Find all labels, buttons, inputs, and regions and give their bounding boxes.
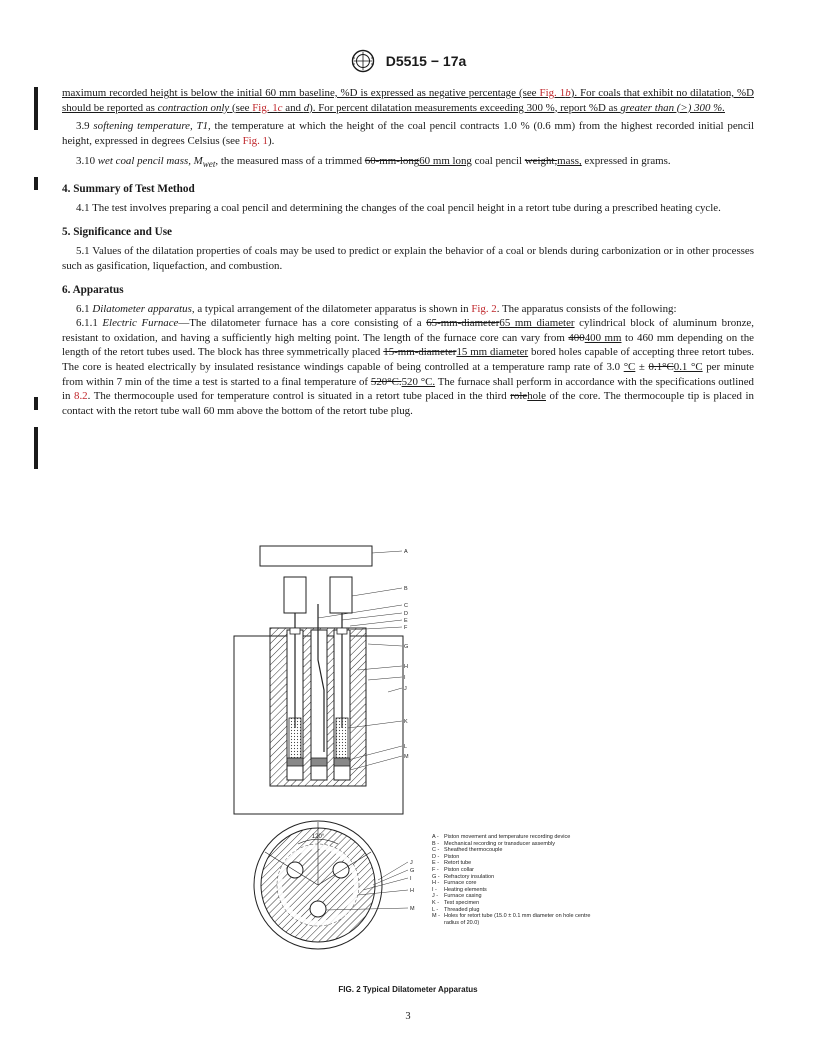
legend-entry xyxy=(432,841,602,848)
legend-key: M - xyxy=(432,913,440,920)
callout-label-l: L xyxy=(404,744,408,750)
legend-text: Heating elements xyxy=(444,886,487,893)
figure-caption: FIG. 2 Typical Dilatometer Apparatus xyxy=(338,985,478,994)
section-4-heading: 4. Summary of Test Method xyxy=(62,183,195,196)
fig1-link[interactable]: Fig. 1c xyxy=(252,101,283,114)
legend-entry xyxy=(432,893,602,900)
angle-label: 120° xyxy=(311,834,325,840)
fig1-link[interactable]: Fig. 1b xyxy=(539,87,571,99)
paragraph-3-10: 3.10 wet coal pencil mass, $M_{wet}$, the measured mass of a trimmed 60-mm-long60 mm long coal pencil weight,mass, expressed in grams. xyxy=(76,155,671,170)
legend-entry xyxy=(432,860,602,867)
change-bar xyxy=(34,87,38,130)
page-number: 3 xyxy=(405,1011,411,1022)
callout-label-m: M xyxy=(404,754,409,760)
retort-tube-middle xyxy=(311,630,327,780)
callout-label-a: A xyxy=(404,549,408,555)
paragraph-6-1-1: 6.1.1 Electric Furnace—The dilatometer furnace has a core consisting of a 65-mm-diameter65 mm diameter cylindrical block of aluminum bronze, resistant to oxidation, and having a sufficiently high melting point. The length of the furnace core can vary from 400400 mm to 460 mm depending on the length of the retort tubes used. The block has three symmetrically placed 15-mm-diameter15 mm diameter bored holes capable of accepting three retort tubes. The core is heated electrically by insulated resistance windings capable of being controlled at a temperature ramp rate of 3.0 °C ± 0.1°C0.1 °C per minute from within 7 min of the time a test is started to a final temperature of 520°C.520 °C. The furnace shall perform in accordance with the specifications outlined in 8.2. The thermocouple used for temperature control is situated in a retort tube placed in the third rolehole of the core. The thermocouple tip is placed in contact with the retort tube wall 60 mm above the bottom of the retort tube plug. xyxy=(62,317,754,417)
top-view-label-i: I xyxy=(410,876,412,882)
section-6-heading: 6. Apparatus xyxy=(62,284,124,297)
legend-key: C - xyxy=(432,847,440,854)
paragraph-6-1: 6.1 Dilatometer apparatus, a typical arrangement of the dilatometer apparatus is shown in Fig. 2. The apparatus consists of the following: xyxy=(76,302,677,315)
legend-key: E - xyxy=(432,860,440,867)
transducer-right xyxy=(330,577,352,613)
legend-entry xyxy=(432,900,602,907)
legend-key: D - xyxy=(432,853,440,860)
legend-entry xyxy=(432,867,602,874)
legend-text: Refractory insulation xyxy=(444,873,495,880)
figure-2 xyxy=(218,540,598,995)
paragraph-3-9: 3.9 softening temperature, T1, the temperature at which the height of the coal pencil contracts 1.0 % (0.6 mm) from the highest recorded initial pencil height, expressed in degrees Celsius (see Fig. 1). xyxy=(62,120,754,147)
callout-label-k: K xyxy=(404,719,408,725)
top-view-label-h: H xyxy=(410,888,414,894)
legend-entry xyxy=(432,874,602,881)
fig2-link[interactable]: Fig. 2 xyxy=(471,302,497,315)
legend-entry xyxy=(432,834,602,841)
legend-entry xyxy=(432,887,602,894)
paragraph-3-8-continued: maximum recorded height is below the initial 60 mm baseline, %D is expressed as negative percentage (see Fig. 1b). For coals that exhibit no dilatation, %D should be reported as contraction only (see Fig. 1c and d). For percent dilatation measurements exceeding 300 %, report %D as greater than (>) 300 %. xyxy=(62,87,754,114)
legend-text: Test specimen xyxy=(444,899,480,906)
callout-label-j: J xyxy=(404,686,407,692)
legend-entry xyxy=(432,854,602,861)
astm-logo xyxy=(350,49,376,73)
paragraph-5-1: 5.1 Values of the dilatation properties of coals may be used to predict or explain the behavior of a coal or blends during carbonization or in other processes such as gasification, liquefaction, and combustion. xyxy=(62,244,754,272)
legend-key: K - xyxy=(432,899,440,906)
callout-label-b: B xyxy=(404,586,408,592)
legend-key: A - xyxy=(432,834,439,840)
legend-text: Furnace casing xyxy=(444,893,482,900)
test-specimen xyxy=(289,718,301,758)
callout-label-e: E xyxy=(404,618,408,624)
change-bar xyxy=(34,397,38,410)
change-bar xyxy=(34,427,38,469)
legend-key: J - xyxy=(432,893,439,900)
legend-entry xyxy=(432,880,602,887)
legend-text: Piston movement and temperature recording device xyxy=(444,834,571,840)
legend-text: Sheathed thermocouple xyxy=(444,847,503,854)
callout-label-i: I xyxy=(404,675,406,681)
top-view xyxy=(254,821,382,949)
legend-key: I - xyxy=(432,886,437,893)
legend-text: Piston collar xyxy=(444,866,474,873)
page-header xyxy=(0,48,816,74)
legend-text: Mechanical recording or transducer assembly xyxy=(444,840,555,847)
legend-entry xyxy=(432,847,602,854)
top-view-label-g: G xyxy=(410,868,415,874)
legend-text: Furnace core xyxy=(444,880,477,887)
legend-key: F - xyxy=(432,866,439,873)
legend-entry xyxy=(432,913,602,926)
callout-label-g: G xyxy=(404,644,409,650)
figure-legend xyxy=(432,834,602,926)
document-id: D5515 − 17a xyxy=(385,53,467,69)
body-text xyxy=(62,86,754,418)
legend-key: G - xyxy=(432,873,440,880)
top-view-label-m: M xyxy=(410,906,415,912)
transducer-left xyxy=(284,577,306,613)
legend-key: B - xyxy=(432,840,440,847)
recording-device xyxy=(260,546,372,566)
callout-label-d: D xyxy=(404,611,408,617)
legend-key: H - xyxy=(432,880,440,887)
legend-text: Retort tube xyxy=(444,860,472,867)
callout-label-f: F xyxy=(404,625,408,631)
legend-text: Holes for retort tube (15.0 ± 0.1 mm diameter on hole centre radius of 20.0) xyxy=(444,913,591,926)
fig1-link[interactable]: Fig. 1 xyxy=(242,134,268,147)
paragraph-4-1: 4.1 The test involves preparing a coal pencil and determining the changes of the coal pencil height in a retort tube during a prescribed heating cycle. xyxy=(76,201,721,214)
callout-label-h: H xyxy=(404,664,408,670)
legend-text: Threaded plug xyxy=(444,906,480,913)
legend-key: L - xyxy=(432,906,439,913)
change-bar xyxy=(34,177,38,190)
legend-text: Piston xyxy=(444,853,460,860)
section-5-heading: 5. Significance and Use xyxy=(62,226,173,239)
top-view-label-j: J xyxy=(410,860,413,866)
test-specimen xyxy=(336,718,348,758)
callout-label-c: C xyxy=(404,603,408,609)
legend-entry xyxy=(432,907,602,914)
section-8-2-link[interactable]: 8.2 xyxy=(74,390,88,403)
